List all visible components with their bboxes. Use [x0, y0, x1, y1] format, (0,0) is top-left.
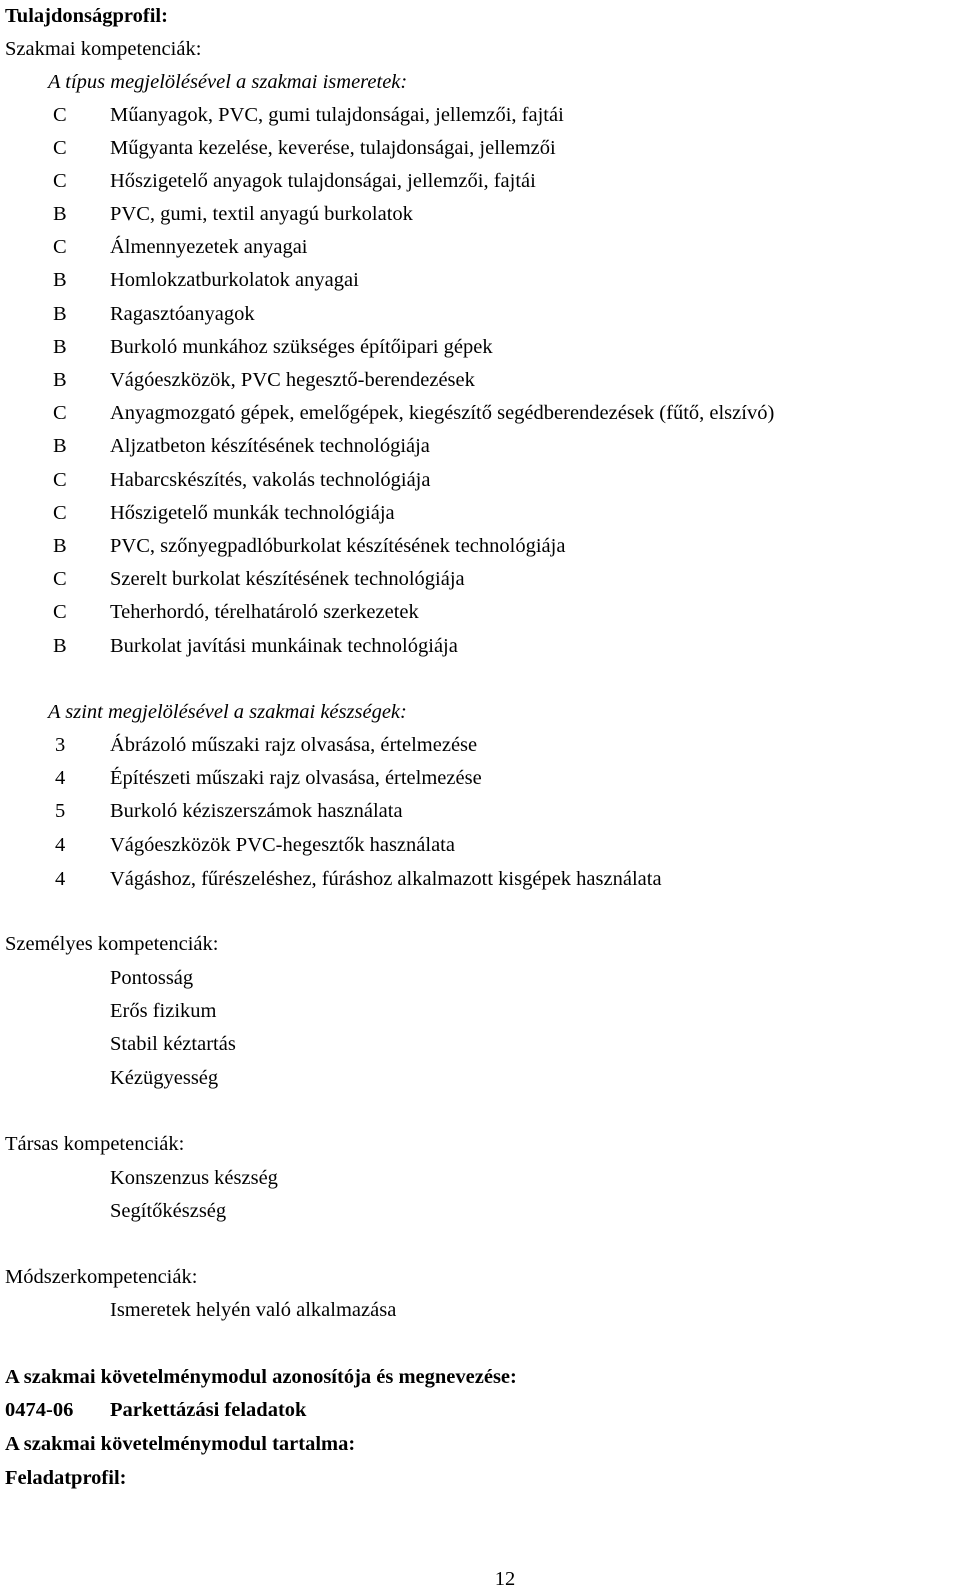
list-item: Ismeretek helyén való alkalmazása	[110, 1299, 397, 1321]
item-text: Burkoló kéziszerszámok használata	[110, 800, 403, 822]
type-code: C	[53, 137, 67, 159]
list-item: Konszenzus készség	[110, 1167, 278, 1189]
type-code: C	[53, 601, 67, 623]
modul-azonosito-label: A szakmai követelménymodul azonosítója és megnevezése:	[5, 1366, 517, 1388]
item-text: Álmennyezetek anyagai	[110, 236, 308, 258]
type-code: C	[53, 236, 67, 258]
item-text: Vágáshoz, fűrészeléshez, fúráshoz alkalmazott kisgépek használata	[110, 868, 662, 890]
item-text: Ábrázoló műszaki rajz olvasása, értelmezése	[110, 734, 478, 756]
keszsegek-heading: A szint megjelölésével a szakmai készségek:	[48, 701, 407, 723]
szakmai-kompetenciak-label: Szakmai kompetenciák:	[5, 38, 202, 60]
page-number: 12	[494, 1568, 516, 1590]
item-text: Építészeti műszaki rajz olvasása, értelmezése	[110, 767, 482, 789]
type-code: B	[53, 535, 67, 557]
item-text: Vágóeszközök PVC-hegesztők használata	[110, 834, 455, 856]
skill-level: 4	[55, 767, 66, 789]
feladatprofil-label: Feladatprofil:	[5, 1467, 127, 1489]
item-text: Aljzatbeton készítésének technológiája	[110, 435, 430, 457]
list-item: Stabil kéztartás	[110, 1033, 236, 1055]
modszerkompetenciak-label: Módszerkompetenciák:	[5, 1266, 198, 1288]
type-code: B	[53, 369, 67, 391]
item-text: Anyagmozgató gépek, emelőgépek, kiegészítő segédberendezések (fűtő, elszívó)	[110, 402, 775, 424]
szemelyes-kompetenciak-label: Személyes kompetenciák:	[5, 933, 219, 955]
item-text: Ragasztóanyagok	[110, 303, 255, 325]
type-code: B	[53, 303, 67, 325]
section-heading-tulajdonsagprofil: Tulajdonságprofil:	[5, 5, 168, 27]
list-item: Kézügyesség	[110, 1067, 219, 1089]
type-code: C	[53, 502, 67, 524]
type-code: C	[53, 170, 67, 192]
modul-tartalma-label: A szakmai követelménymodul tartalma:	[5, 1433, 356, 1455]
type-code: B	[53, 435, 67, 457]
list-item: Pontosság	[110, 967, 194, 989]
type-code: C	[53, 104, 67, 126]
type-code: C	[53, 469, 67, 491]
list-item: Segítőkészség	[110, 1200, 227, 1222]
type-code: B	[53, 269, 67, 291]
item-text: Homlokzatburkolatok anyagai	[110, 269, 359, 291]
modul-id: 0474-06	[5, 1399, 74, 1421]
type-code: C	[53, 402, 67, 424]
skill-level: 5	[55, 800, 66, 822]
item-text: PVC, gumi, textil anyagú burkolatok	[110, 203, 413, 225]
skill-level: 4	[55, 868, 66, 890]
item-text: Burkoló munkához szükséges építőipari gépek	[110, 336, 493, 358]
modul-name: Parkettázási feladatok	[110, 1399, 307, 1421]
tarsas-kompetenciak-label: Társas kompetenciák:	[5, 1133, 185, 1155]
item-text: Műanyagok, PVC, gumi tulajdonságai, jellemzői, fajtái	[110, 104, 564, 126]
item-text: Vágóeszközök, PVC hegesztő-berendezések	[110, 369, 475, 391]
item-text: Műgyanta kezelése, keverése, tulajdonságai, jellemzői	[110, 137, 556, 159]
type-code: C	[53, 568, 67, 590]
item-text: Teherhordó, térelhatároló szerkezetek	[110, 601, 419, 623]
item-text: PVC, szőnyegpadlóburkolat készítésének technológiája	[110, 535, 566, 557]
list-item: Erős fizikum	[110, 1000, 217, 1022]
item-text: Szerelt burkolat készítésének technológiája	[110, 568, 465, 590]
item-text: Burkolat javítási munkáinak technológiája	[110, 635, 458, 657]
skill-level: 4	[55, 834, 66, 856]
item-text: Hőszigetelő munkák technológiája	[110, 502, 395, 524]
item-text: Hőszigetelő anyagok tulajdonságai, jellemzői, fajtái	[110, 170, 536, 192]
type-code: B	[53, 203, 67, 225]
skill-level: 3	[55, 734, 66, 756]
type-code: B	[53, 336, 67, 358]
type-code: B	[53, 635, 67, 657]
ismeretek-heading: A típus megjelölésével a szakmai ismeretek:	[48, 71, 408, 93]
item-text: Habarcskészítés, vakolás technológiája	[110, 469, 431, 491]
